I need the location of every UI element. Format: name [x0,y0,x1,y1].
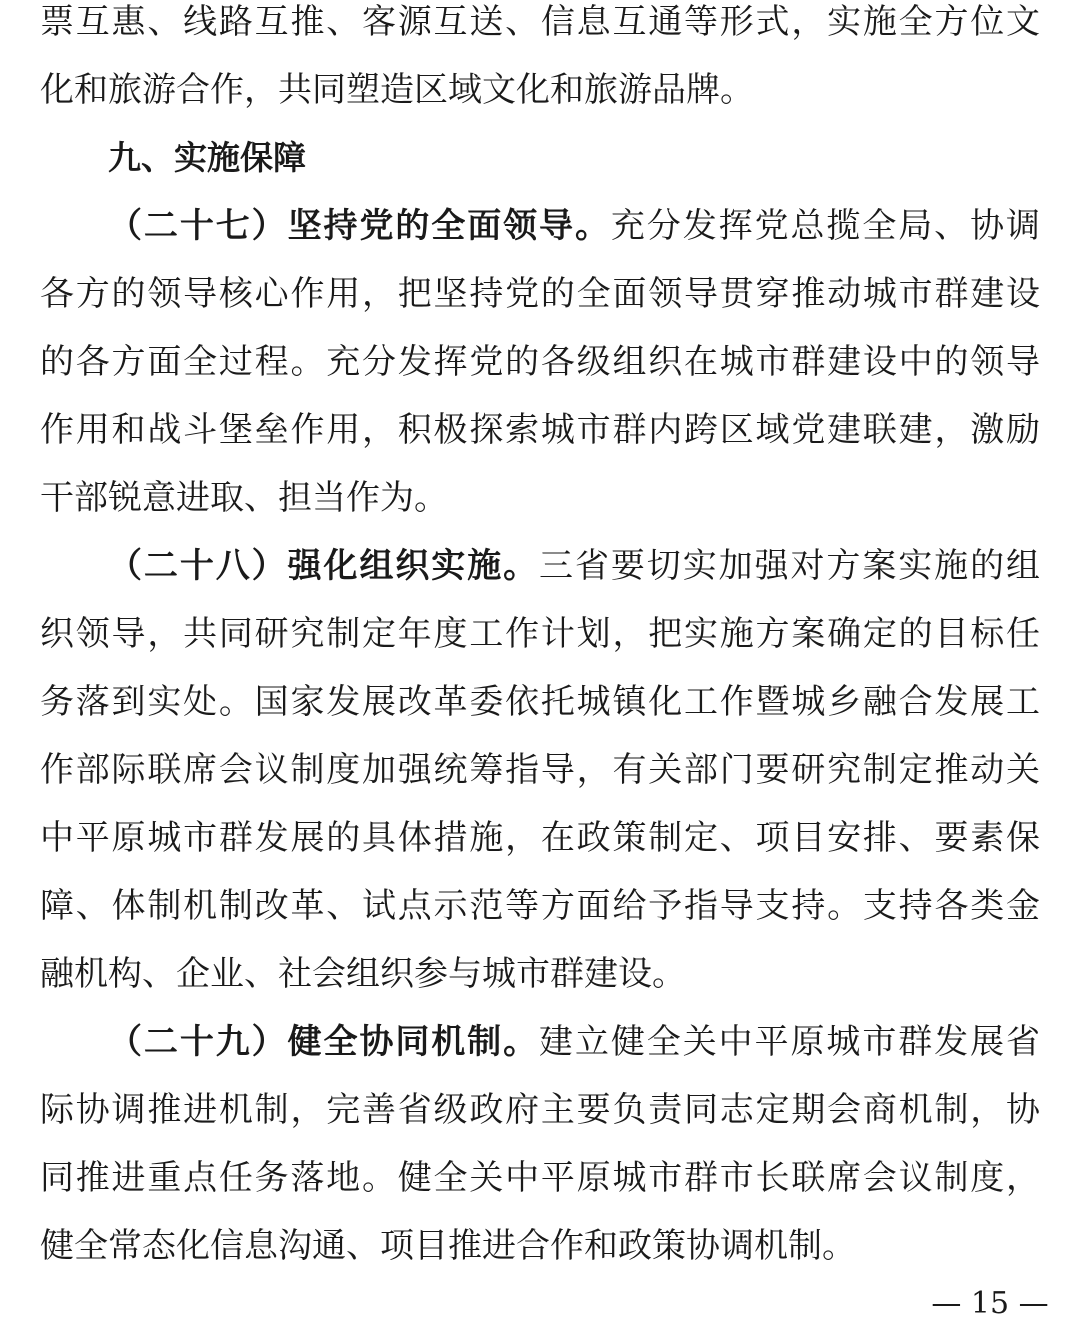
text-line: 障、体制机制改革、试点示范等方面给予指导支持。支持各类金 [40,886,1040,926]
paragraph-text: 三省要切实加强对方案实施的组 [539,546,1040,586]
paragraph-text: 充分发挥党总揽全局、协调 [610,206,1040,246]
paragraph-lead: （二十九）健全协同机制。 [108,1022,540,1062]
paragraph-first-line [40,532,1040,600]
text-line: 务落到实处。国家发展改革委依托城镇化工作暨城乡融合发展工 [40,682,1040,722]
text-line: 同推进重点任务落地。健全关中平原城市群市长联席会议制度， [40,1158,1040,1198]
paragraph-lead: （二十七）坚持党的全面领导。 [108,206,611,246]
page-number [0,1282,1080,1326]
text-line: 际协调推进机制，完善省级政府主要负责同志定期会商机制，协 [40,1090,1040,1130]
text-line: 作部际联席会议制度加强统筹指导，有关部门要研究制定推动关 [40,750,1040,790]
text-line: 作用和战斗堡垒作用，积极探索城市群内跨区域党建联建，激励 [40,410,1040,450]
text-line: 织领导，共同研究制定年度工作计划，把实施方案确定的目标任 [40,614,1040,654]
page-number-text: — 15 — [931,1286,1049,1321]
section-heading: 九、实施保障 [108,138,306,177]
text-line: 融机构、企业、社会组织参与城市群建设。 [40,954,686,994]
text-line: 健全常态化信息沟通、项目推进合作和政策协调机制。 [40,1226,856,1266]
text-line: 票互惠、线路互推、客源互送、信息互通等形式，实施全方位文 [40,2,1040,42]
text-line: 中平原城市群发展的具体措施，在政策制定、项目安排、要素保 [40,818,1040,858]
paragraph-first-line [40,1008,1040,1076]
paragraph-lead: （二十八）强化组织实施。 [108,546,540,586]
text-line: 干部锐意进取、担当作为。 [40,478,448,518]
text-line: 的各方面全过程。充分发挥党的各级组织在城市群建设中的领导 [40,342,1040,382]
text-line: 各方的领导核心作用，把坚持党的全面领导贯穿推动城市群建设 [40,274,1040,314]
paragraph-text: 建立健全关中平原城市群发展省 [539,1022,1040,1062]
paragraph-first-line [40,192,1040,260]
text-line: 化和旅游合作，共同塑造区域文化和旅游品牌。 [40,70,754,110]
